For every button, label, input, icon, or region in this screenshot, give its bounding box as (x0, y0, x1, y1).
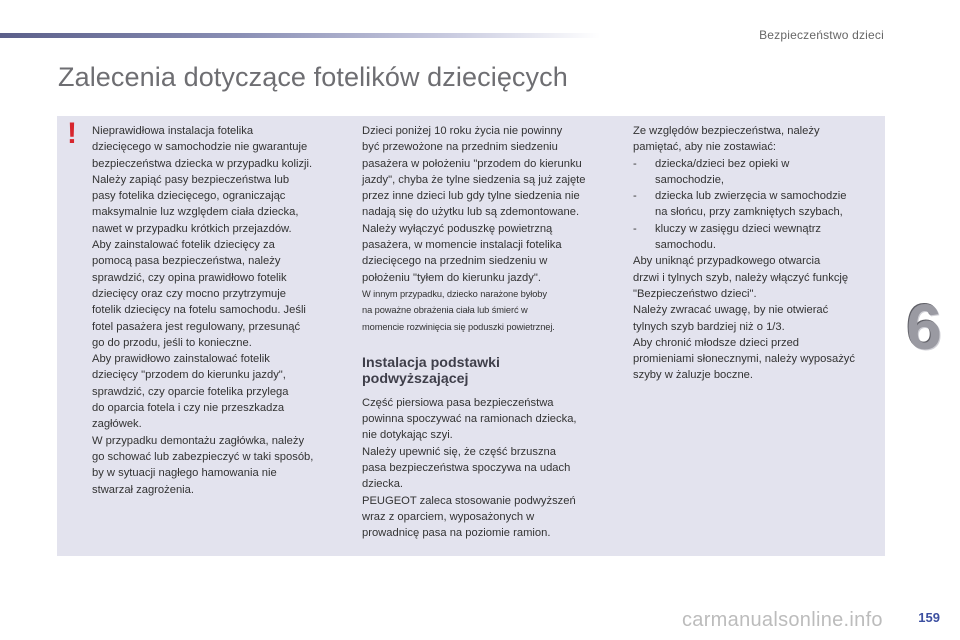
text-line: tylnych szyb bardziej niż o 1/3. (633, 320, 785, 333)
text-line: pomocą pasa bezpieczeństwa, należy (92, 255, 281, 268)
text-line: go schować lub zabezpieczyć w taki sposób, (92, 450, 314, 463)
exclamation-icon: ! (67, 117, 77, 150)
text-line: pasażera w położeniu "przodem do kierunku (362, 157, 582, 170)
text-line: Dzieci poniżej 10 roku życia nie powinny (362, 125, 563, 137)
text-line: Należy wyłączyć poduszkę powietrzną (362, 222, 553, 235)
text-line: być przewożone na przednim siedzeniu (362, 141, 558, 154)
text-line: do oparcia fotela i czy nie przeszkadza (92, 402, 285, 415)
section-header: Bezpieczeństwo dzieci (759, 28, 884, 42)
column-right-bullets (633, 156, 883, 254)
text-line: samochodu. (655, 239, 716, 252)
booster-seat-heading-line2: podwyższającej (362, 370, 469, 387)
bullet-item (633, 188, 883, 221)
text-line: Należy upewnić się, że część brzuszna (362, 445, 557, 458)
text-line: pamiętać, aby nie zostawiać: (633, 141, 777, 154)
bullet-dash: - (633, 157, 637, 170)
text-line: Należy zwracać uwagę, by nie otwierać (633, 304, 829, 317)
text-line: dziecięcy "przodem do kierunku jazdy", (92, 369, 286, 382)
text-line: dziecka. (362, 478, 404, 491)
text-line: na poważne obrażenia ciała lub śmierć w (362, 305, 528, 316)
watermark: carmanualsonline.info (682, 609, 883, 631)
text-line: Ze względów bezpieczeństwa, należy (633, 125, 820, 137)
text-line: Aby uniknąć przypadkowego otwarcia (633, 255, 821, 268)
booster-seat-text (362, 395, 612, 542)
text-line: samochodzie, (655, 173, 725, 186)
text-line: nie dotykając szyi. (362, 429, 453, 442)
text-line: wraz z oparciem, wyposażonych w (362, 510, 535, 523)
column-right-outro (633, 253, 883, 383)
page-number: 159 (918, 610, 940, 625)
page-title: Zalecenia dotyczące fotelików dziecięcych (58, 62, 568, 92)
text-line: go do przodu, jeśli to konieczne. (92, 336, 252, 349)
text-line: momencie rozwinięcia się poduszki powietrznej. (362, 321, 555, 332)
text-line: sprawdzić, czy opina prawidłowo fotelik (92, 271, 287, 284)
text-line: na słońcu, przy zamkniętych szybach, (655, 206, 843, 219)
text-line: Aby zainstalować fotelik dziecięcy za (92, 239, 275, 252)
header-accent-bar (0, 33, 600, 38)
bullet-item (633, 156, 883, 189)
bullet-text (655, 188, 847, 221)
text-line: by w sytuacji nagłego hamowania nie (92, 467, 277, 480)
bullet-item (633, 221, 883, 254)
text-line: prowadnicę pasa na poziomie ramion. (362, 527, 551, 540)
text-line: kluczy w zasięgu dzieci wewnątrz (655, 222, 822, 235)
text-line: PEUGEOT zaleca stosowanie podwyższeń (362, 494, 576, 507)
booster-seat-heading-line1: Instalacja podstawki (362, 354, 500, 371)
text-line: fotel pasażera jest regulowany, przesunąć (92, 320, 301, 333)
chapter-number: 6 (906, 291, 942, 363)
booster-seat-heading (362, 355, 612, 387)
text-line: Część piersiowa pasa bezpieczeństwa (362, 396, 554, 409)
text-line: Nieprawidłowa instalacja fotelika (92, 125, 254, 137)
text-line: nawet w przypadku krótkich przejazdów. (92, 222, 292, 235)
bullet-dash: - (633, 222, 637, 235)
column-left (92, 123, 350, 498)
column-middle-text (362, 123, 612, 286)
text-line: W przypadku demontażu zagłówka, należy (92, 434, 305, 447)
text-line: pasażera, w momencie instalacji fotelika (362, 239, 562, 252)
text-line: fotelik dziecięcy na fotelu samochodu. Jeśli (92, 304, 306, 317)
bullet-text (655, 156, 789, 189)
bullet-dash: - (633, 190, 637, 203)
text-line: dziecięcy oraz czy mocno przytrzymuje (92, 287, 286, 300)
text-line: Aby prawidłowo zainstalować fotelik (92, 353, 270, 366)
text-line: dziecięcego na przednim siedzeniu w (362, 255, 548, 268)
text-line: "Bezpieczeństwo dzieci". (633, 287, 757, 300)
text-line: zagłówek. (92, 418, 142, 431)
text-line: bezpieczeństwa dziecka w przypadku kolizji. (92, 157, 313, 170)
column-middle (362, 123, 612, 542)
text-line: W innym przypadku, dziecko narażone byłoby (362, 288, 547, 299)
column-right-intro (633, 123, 883, 156)
text-line: położeniu "tyłem do kierunku jazdy". (362, 271, 541, 284)
text-line: Aby chronić młodsze dzieci przed (633, 336, 800, 349)
text-line: pasa bezpieczeństwa spoczywa na udach (362, 462, 571, 475)
column-right (633, 123, 883, 384)
text-line: sprawdzić, czy oparcie fotelika przylega (92, 385, 289, 398)
text-line: szyby w żaluzje boczne. (633, 369, 754, 382)
text-line: jazdy", chyba że tylne siedzenia są już zajęte (362, 173, 586, 186)
text-line: Należy zapiąć pasy bezpieczeństwa lub (92, 173, 290, 186)
text-line: dziecięcego w samochodzie nie gwarantuje (92, 141, 308, 154)
text-line: przez inne dzieci lub gdy tylne siedzenia nie (362, 190, 580, 203)
text-line: nadają się do użytku lub są zdemontowane. (362, 206, 580, 219)
text-line: promieniami słonecznymi, należy wyposażyć (633, 353, 855, 366)
text-line: stwarzał zagrożenia. (92, 483, 194, 496)
airbag-warning-note (362, 286, 612, 335)
text-line: pasy fotelika dziecięcego, ograniczając (92, 190, 286, 203)
column-left-text (92, 123, 350, 498)
text-line: powinna spoczywać na ramionach dziecka, (362, 413, 577, 426)
bullet-text (655, 221, 821, 254)
text-line: dziecka/dzieci bez opieki w (655, 157, 790, 170)
text-line: drzwi i tylnych szyb, należy włączyć funkcję (633, 271, 849, 284)
text-line: dziecka lub zwierzęcia w samochodzie (655, 190, 847, 203)
text-line: maksymalnie luz względem ciała dziecka, (92, 206, 299, 219)
